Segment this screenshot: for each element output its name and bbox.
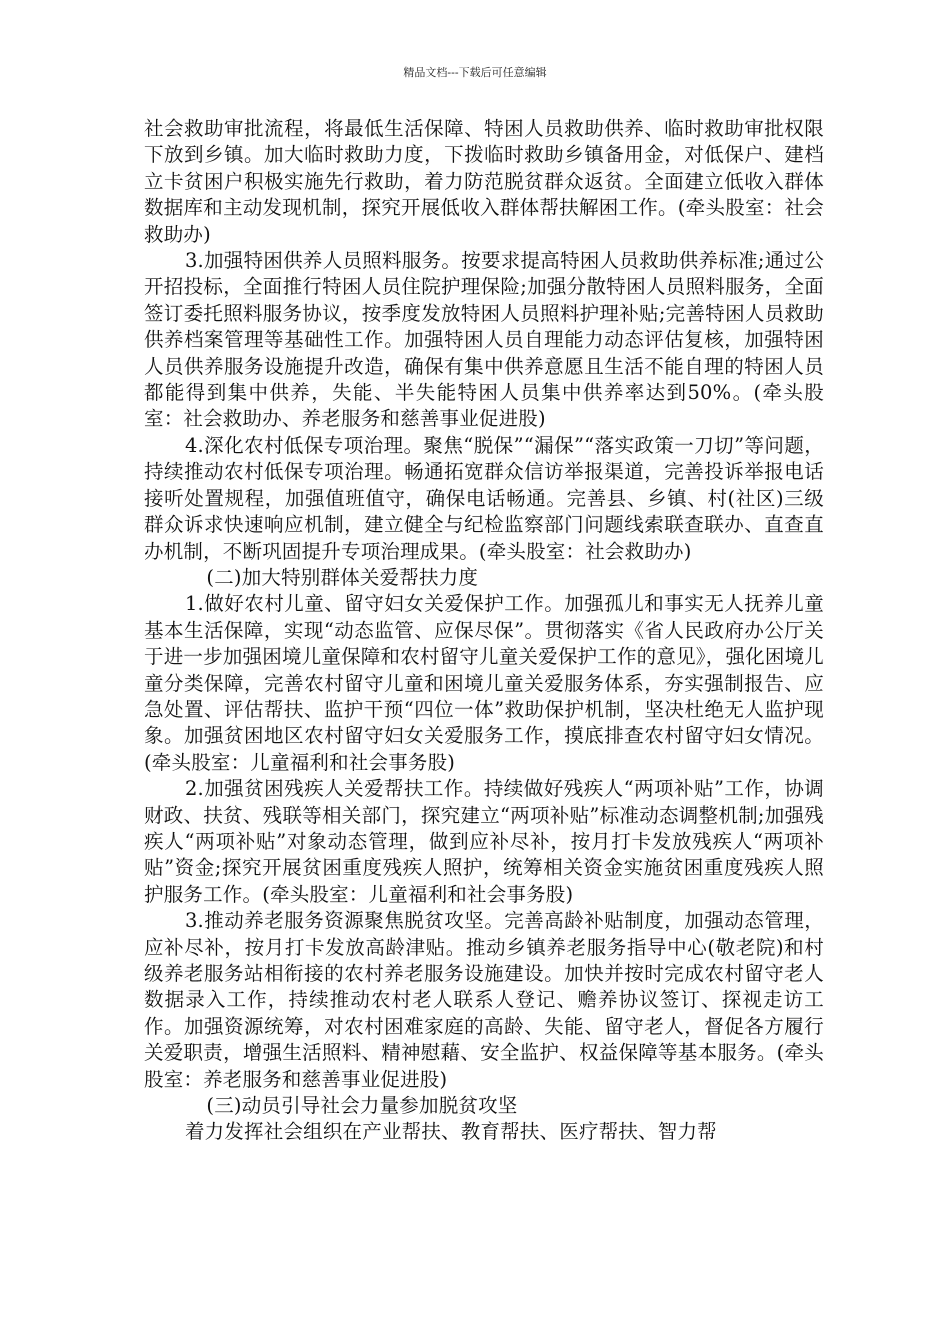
document-body [144,116,824,1146]
paragraph-1: 社会救助审批流程，将最低生活保障、特困人员救助供养、临时救助审批权限下放到乡镇。加大临时救助力度，下拨临时救助乡镇备用金，对低保户、建档立卡贫困户积极实施先行救助，着力防范脱贫群众返贫。全面建立低收入群体数据库和主动发现机制，探究开展低收入群体帮扶解困工作。(牵头股室：社会救助办) [144,117,824,246]
paragraph-7: 着力发挥社会组织在产业帮扶、教育帮扶、医疗帮扶、智力帮 [184,1120,717,1144]
paragraph-2: 3.加强特困供养人员照料服务。按要求提高特困人员救助供养标准;通过公开招投标，全面推行特困人员住院护理保险;加强分散特困人员照料服务，全面签订委托照料服务协议，按季度发放特困人员照料护理补贴;完善特困人员救助供养档案管理等基础性工作。加强特困人员自理能力动态评估复核，加强特困人员供养服务设施提升改造，确保有集中供养意愿且生活不能自理的特困人员都能得到集中供养，失能、半失能特困人员集中供养率达到50%。(牵头股室：社会救助办、养老服务和慈善事业促进股) [144,249,824,431]
section-heading-2: (二)加大特别群体关爱帮扶力度 [206,565,479,589]
paragraph-5: 2.加强贫困残疾人关爱帮扶工作。持续做好残疾人“两项补贴”工作，协调财政、扶贫、残联等相关部门，探究建立“两项补贴”标准动态调整机制;加强残疾人“两项补贴”对象动态管理，做到应补尽补，按月打卡发放残疾人“两项补贴”资金;探究开展贫困重度残疾人照护，统筹相关资金实施贫困重度残疾人照护服务工作。(牵头股室：儿童福利和社会事务股) [144,777,824,906]
paragraph-6: 3.推动养老服务资源聚焦脱贫攻坚。完善高龄补贴制度，加强动态管理，应补尽补，按月打卡发放高龄津贴。推动乡镇养老服务指导中心(敬老院)和村级养老服务站相衔接的农村养老服务设施建设。加快并按时完成农村留守老人数据录入工作，持续推动农村老人联系人登记、赡养协议签订、探视走访工作。加强资源统筹，对农村困难家庭的高龄、失能、留守老人，督促各方履行关爱职责，增强生活照料、精神慰藉、安全监护、权益保障等基本服务。(牵头股室：养老服务和慈善事业促进股) [144,909,824,1091]
paragraph-4: 1.做好农村儿童、留守妇女关爱保护工作。加强孤儿和事实无人抚养儿童基本生活保障，实现“动态监管、应保尽保”。贯彻落实《省人民政府办公厅关于进一步加强困境儿童保障和农村留守儿童关爱保护工作的意见》，强化困境儿童分类保障，完善农村留守儿童和困境儿童关爱服务体系，夯实强制报告、应急处置、评估帮扶、监护干预“四位一体”救助保护机制，坚决杜绝无人监护现象。加强贫困地区农村留守妇女关爱服务工作，摸底排查农村留守妇女情况。(牵头股室：儿童福利和社会事务股) [144,592,824,774]
paragraph-3: 4.深化农村低保专项治理。聚焦“脱保”“漏保”“落实政策一刀切”等问题，持续推动农村低保专项治理。畅通拓宽群众信访举报渠道，完善投诉举报电话接听处置规程，加强值班值守，确保电话畅通。完善县、乡镇、村(社区)三级群众诉求快速响应机制，建立健全与纪检监察部门问题线索联查联办、直查直办机制，不断巩固提升专项治理成果。(牵头股室：社会救助办) [144,433,824,563]
page-header: 精品文档---下载后可任意编辑 [403,66,547,79]
section-heading-3: (三)动员引导社会力量参加脱贫攻坚 [206,1094,518,1118]
